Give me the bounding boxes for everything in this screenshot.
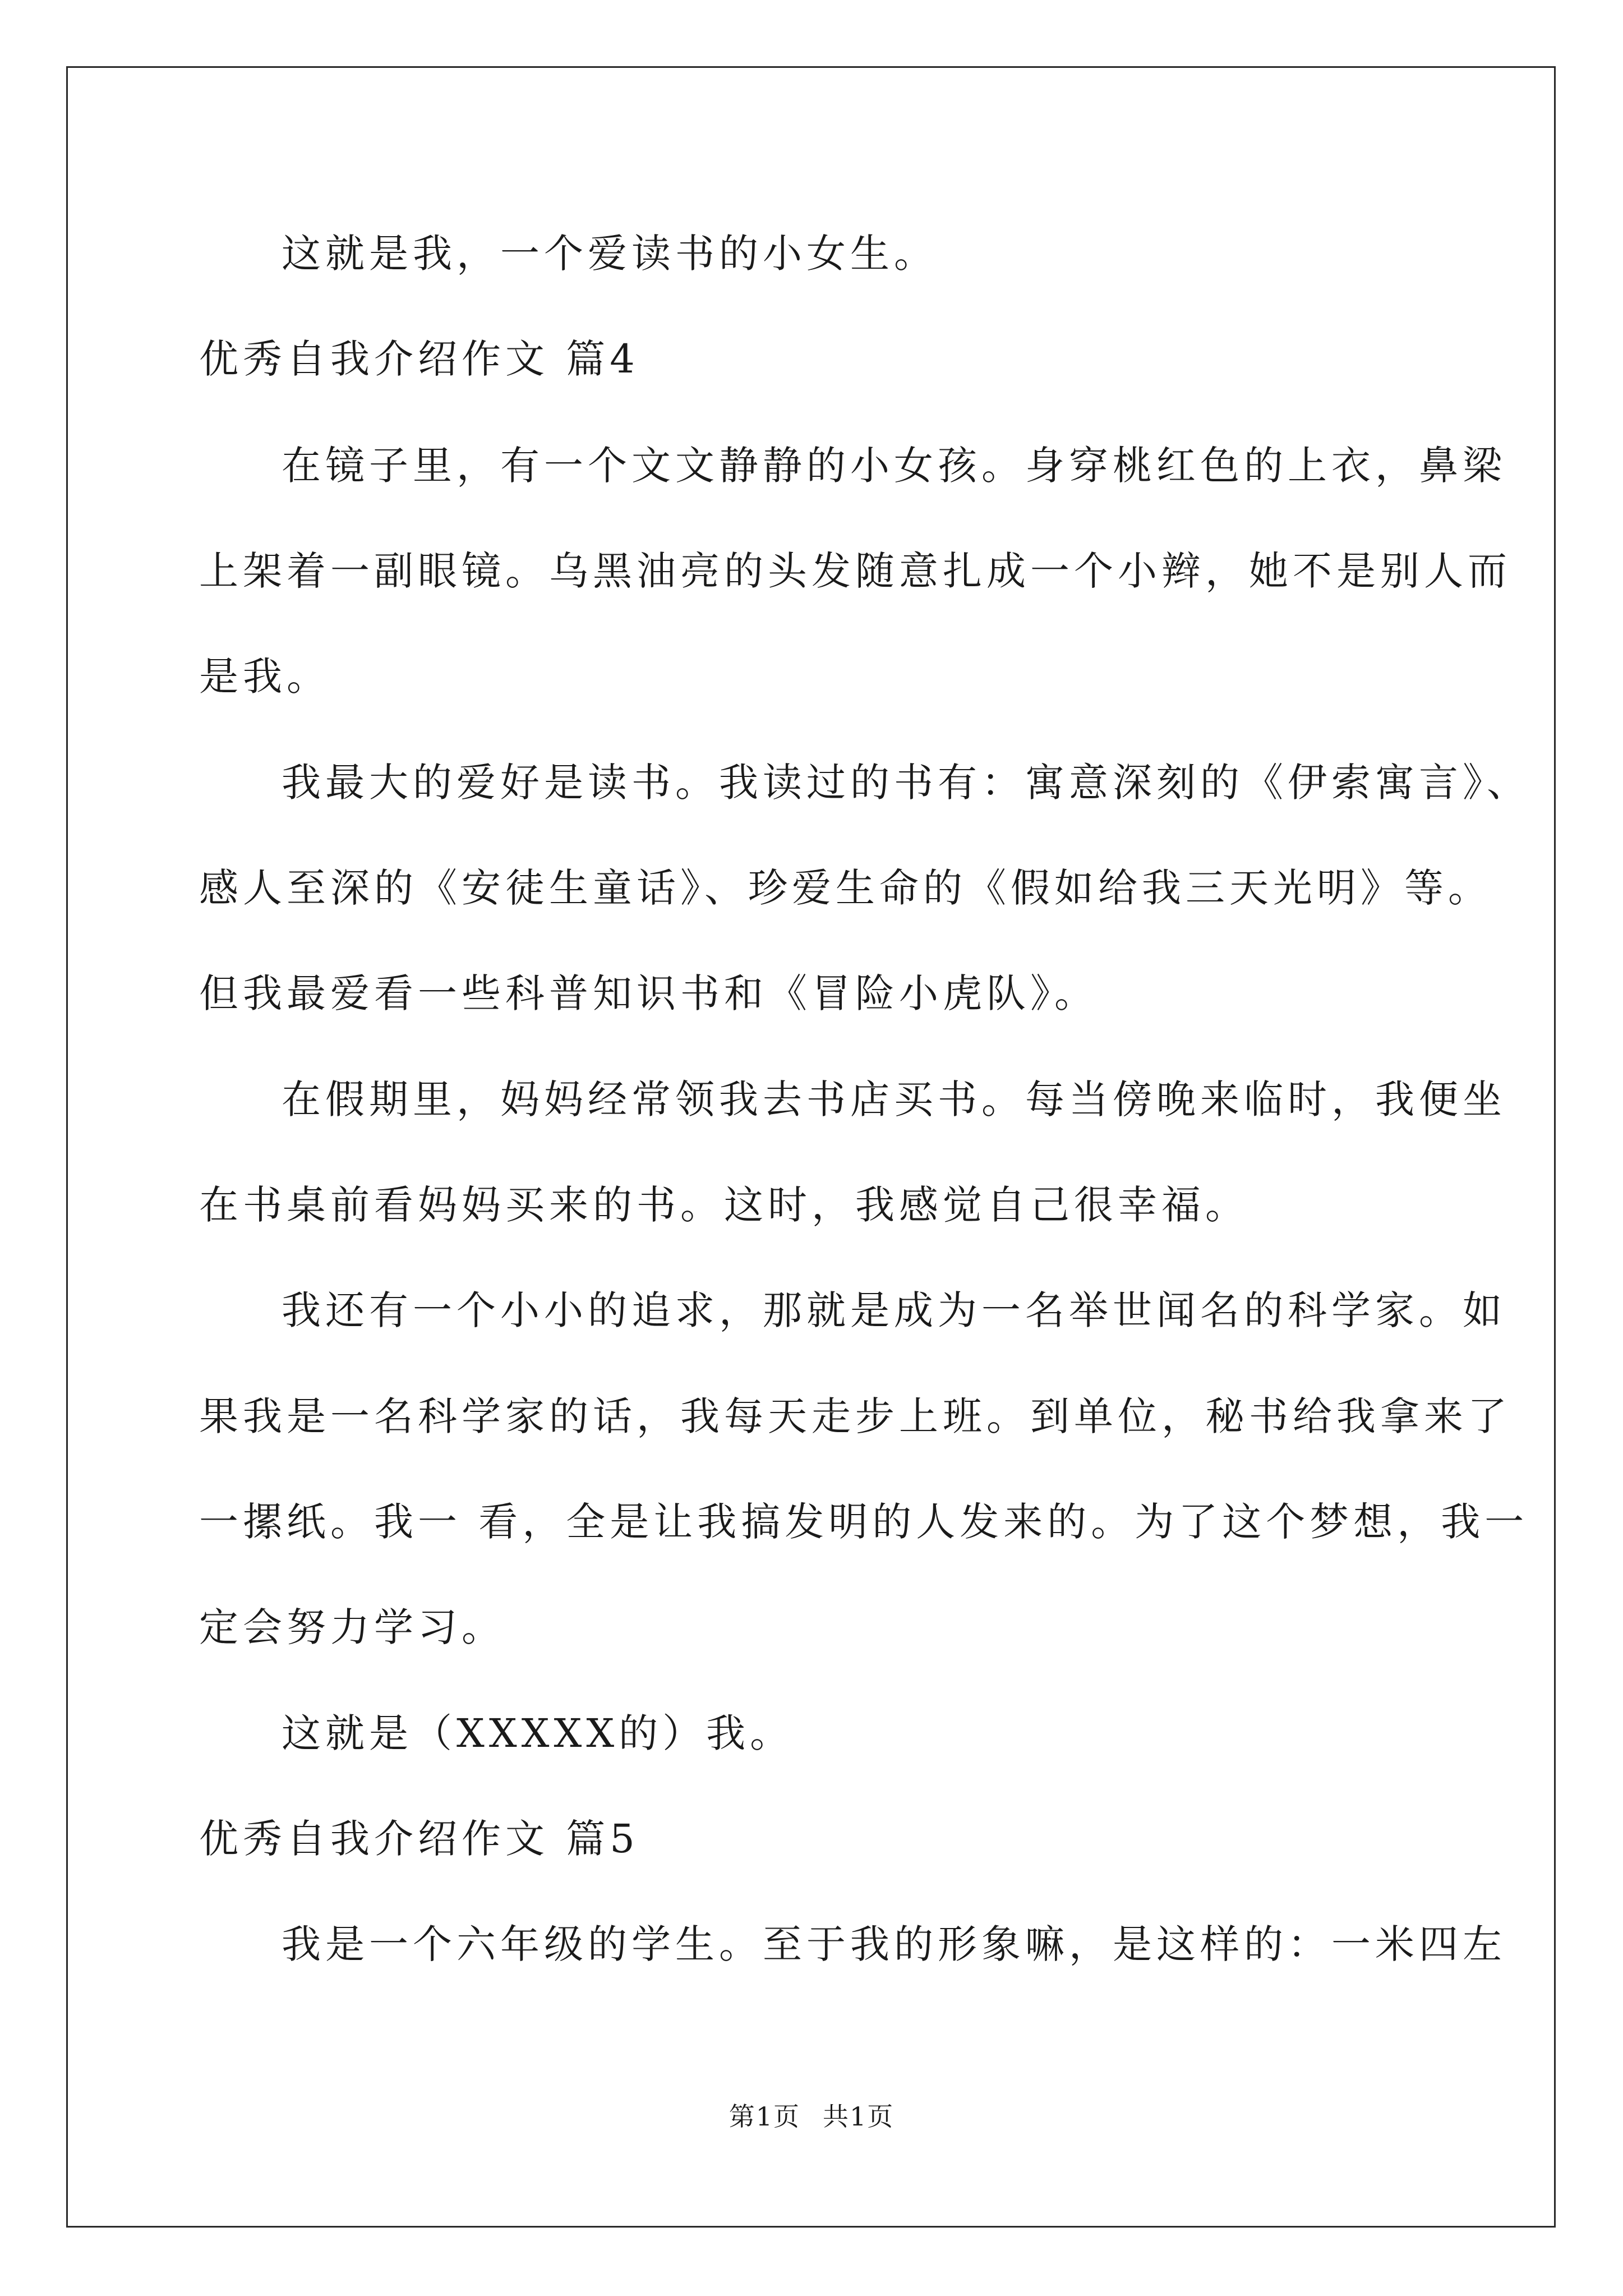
paragraph-line: 在书桌前看妈妈买来的书。这时，我感觉自己很幸福。	[199, 1182, 1249, 1228]
paragraph-line: 我是一个六年级的学生。至于我的形象嘛，是这样的：一米四左	[282, 1921, 1506, 1967]
paragraph-line: 但我最爱看一些科普知识书和《冒险小虎队》。	[199, 970, 1098, 1016]
paragraph-line: 这就是（XXXXX的）我。	[282, 1710, 794, 1756]
paragraph-line: 定会努力学习。	[199, 1604, 505, 1650]
paragraph-line: 一摞纸。我一 看，全是让我搞发明的人发来的。为了这个梦想，我一	[199, 1499, 1529, 1545]
paragraph-line: 我最大的爱好是读书。我读过的书有：寓意深刻的《伊索寓言》、	[282, 760, 1530, 806]
paragraph-line: 在假期里，妈妈经常领我去书店买书。每当傍晚来临时，我便坐	[282, 1076, 1506, 1122]
paragraph-line: 果我是一名科学家的话，我每天走步上班。到单位，秘书给我拿来了	[199, 1393, 1511, 1439]
paragraph-line: 感人至深的《安徒生童话》、珍爱生命的《假如给我三天光明》等。	[199, 865, 1492, 911]
paragraph-line: 是我。	[199, 654, 330, 700]
section-heading: 优秀自我介绍作文 篇4	[199, 336, 639, 382]
page-total: 共1页	[823, 2101, 895, 2132]
page-footer	[0, 2101, 1623, 2132]
paragraph-line: 上架着一副眼镜。乌黑油亮的头发随意扎成一个小辫，她不是别人而	[199, 548, 1511, 594]
section-heading: 优秀自我介绍作文 篇5	[199, 1816, 639, 1862]
paragraph-line: 这就是我，一个爱读书的小女生。	[282, 231, 938, 277]
page-border	[66, 66, 1556, 2228]
page-number: 第1页	[728, 2101, 800, 2132]
paragraph-line: 在镜子里，有一个文文静静的小女孩。身穿桃红色的上衣，鼻梁	[282, 443, 1506, 489]
paragraph-line: 我还有一个小小的追求，那就是成为一名举世闻名的科学家。如	[282, 1287, 1506, 1333]
